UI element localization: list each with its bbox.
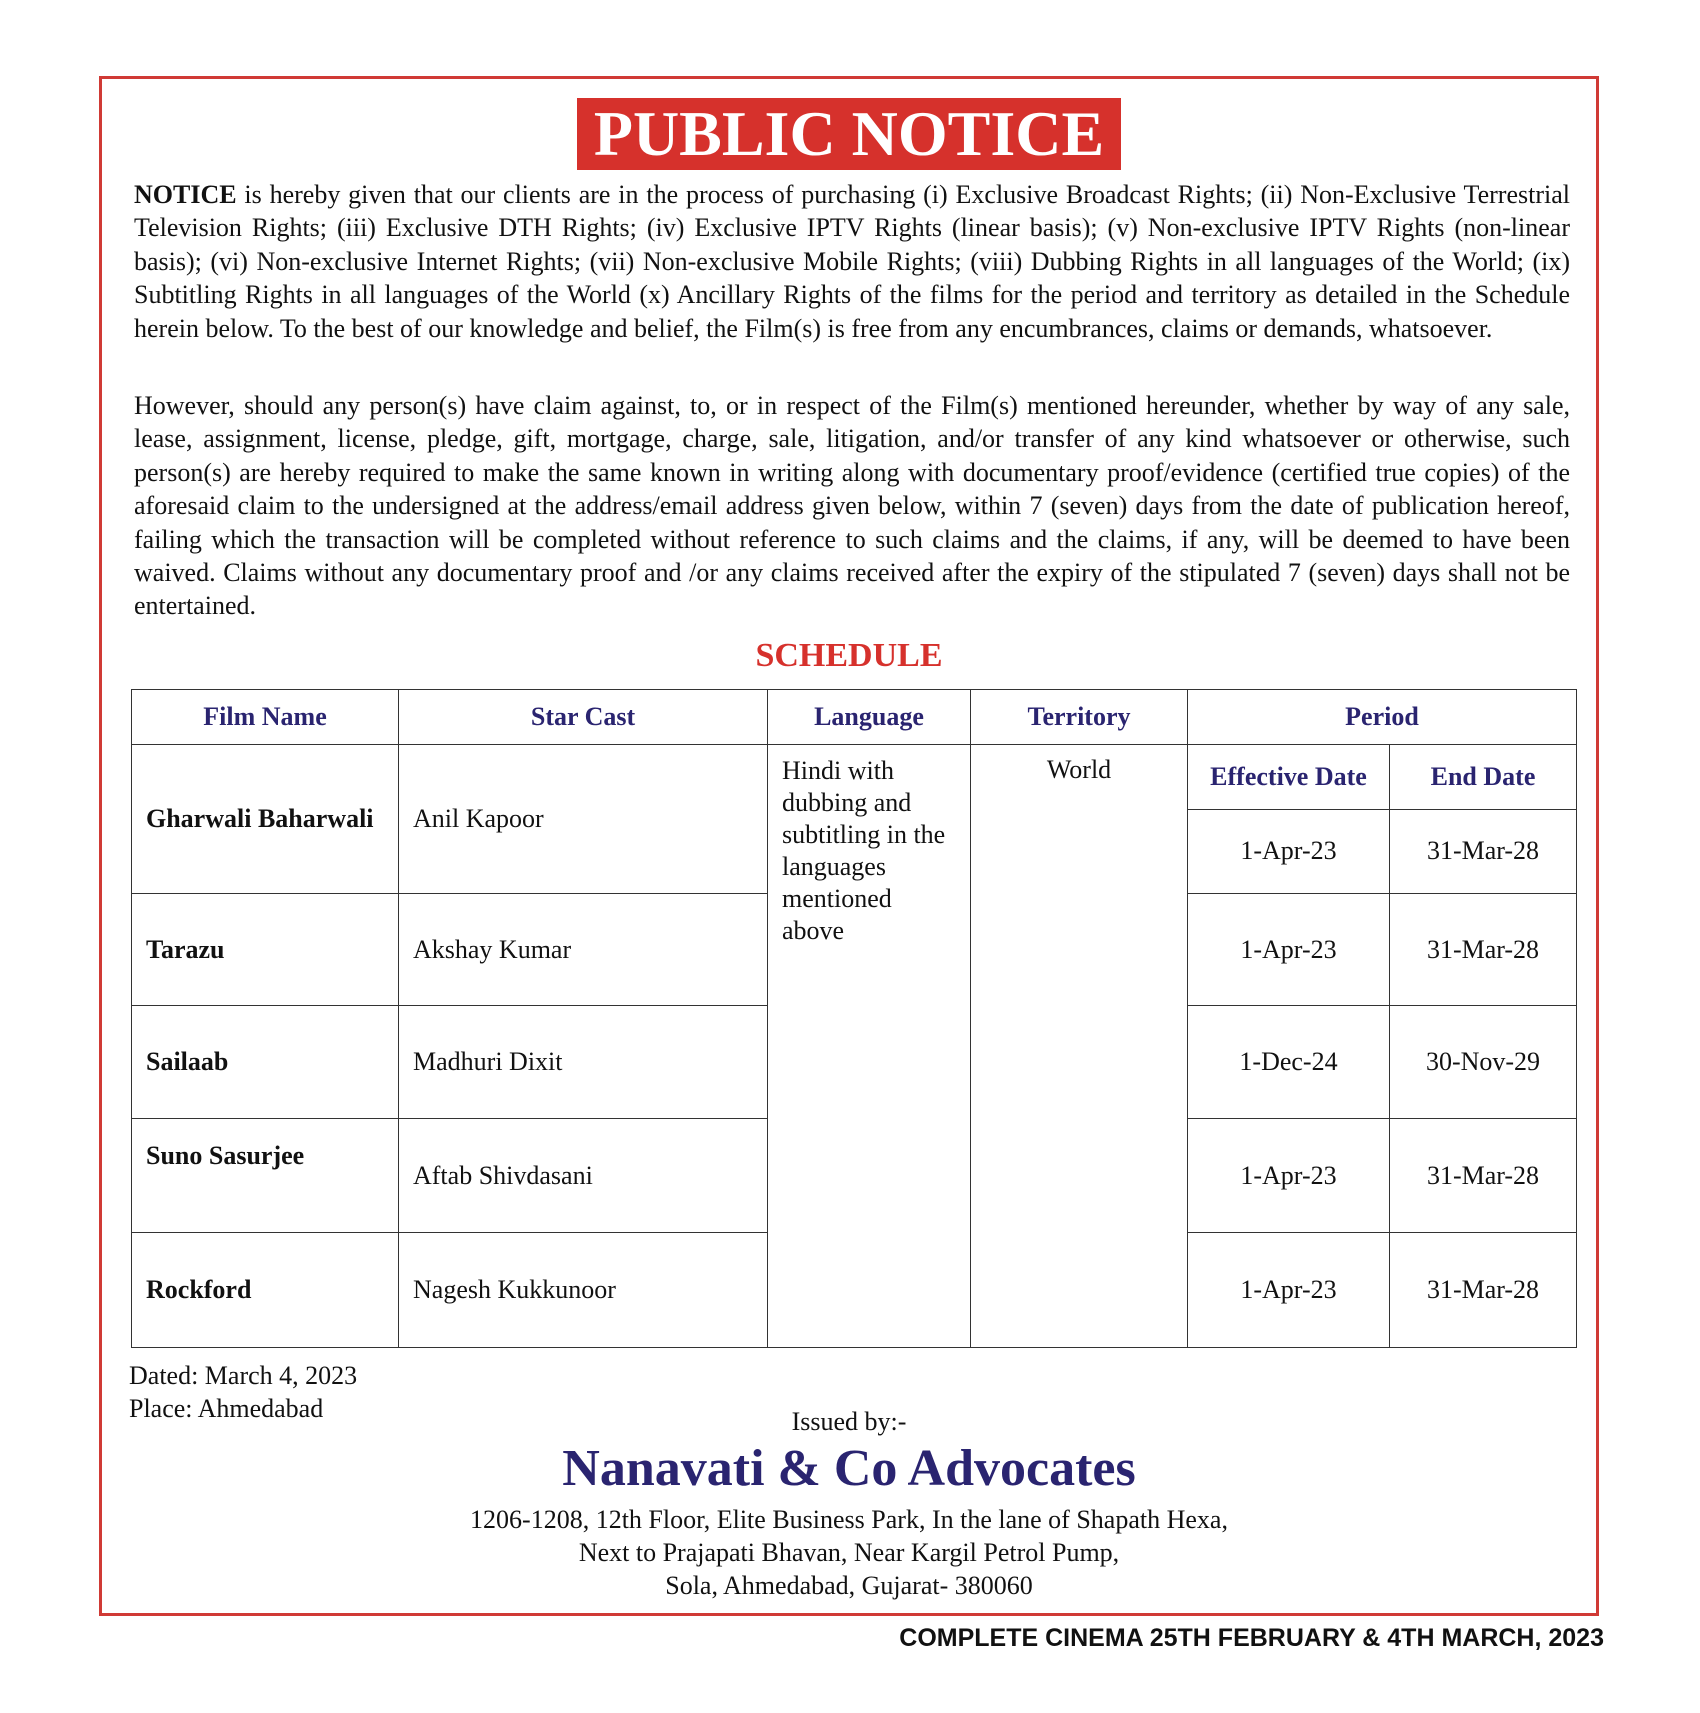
notice-paragraph-1-text: is hereby given that our clients are in the process of purchasing (i) Exclusive Broadcast Rights; (ii) Non-Exclusive Terrestrial Television Rights; (iii) Exclusive DTH Rights; (iv) Exclusive IPTV Rights (linear basis); (v) Non-exclusive IPTV Rights (non-linear basis); (vi) Non-exclusive Internet Rights; (vii) Non-exclusive Mobile Rights; (viii) Dubbing Rights in all languages of the World; (ix) Subtitling Rights in all languages of the World (x) Ancillary Rights of the films for the period and territory as detailed in the Schedule herein below. To the best of our knowledge and belief, the Film(s) is free from any encumbrances, claims or demands, whatsoever.: [134, 180, 1570, 343]
film-name-cell: [132, 745, 399, 894]
notice-lead: NOTICE: [134, 180, 237, 209]
star-cast-cell: Aftab Shivdasani: [399, 1118, 768, 1233]
end-date-cell: 30-Nov-29: [1390, 1006, 1577, 1119]
star-cast-cell: Madhuri Dixit: [399, 1006, 768, 1119]
film-name-cell: Tarazu: [132, 893, 399, 1006]
schedule-heading: SCHEDULE: [755, 637, 943, 674]
star-cast-cell: Anil Kapoor: [399, 745, 768, 894]
end-date-cell: 31-Mar-28: [1390, 1118, 1577, 1233]
end-date-cell: 31-Mar-28: [1390, 1233, 1577, 1348]
film-name: Gharwali Baharwali: [146, 804, 374, 834]
effective-date-cell: 1-Apr-23: [1188, 809, 1390, 893]
effective-date-cell: 1-Apr-23: [1188, 1233, 1390, 1348]
effective-date-cell: 1-Apr-23: [1188, 1118, 1390, 1233]
header-period: Period: [1188, 690, 1577, 745]
firm-name: Nanavati & Co Advocates: [562, 1440, 1136, 1497]
issued-by: Issued by:-: [791, 1407, 907, 1436]
address-line: 1206-1208, 12th Floor, Elite Business Park, In the lane of Shapath Hexa,: [470, 1505, 1228, 1534]
header-language: Language: [768, 690, 971, 745]
effective-date-cell: 1-Dec-24: [1188, 1006, 1390, 1119]
address-line: Sola, Ahmedabad, Gujarat- 380060: [665, 1571, 1033, 1600]
header-effective-date: Effective Date: [1188, 745, 1390, 809]
header-film-name: Film Name: [132, 690, 399, 745]
firm-address: [102, 1503, 1596, 1602]
star-cast-cell: Nagesh Kukkunoor: [399, 1233, 768, 1348]
header-end-date: End Date: [1390, 745, 1577, 809]
title-wrap: [102, 98, 1596, 170]
publication-footer: COMPLETE CINEMA 25TH FEBRUARY & 4TH MARCH, 2023: [899, 1624, 1604, 1652]
dated-line: Dated: March 4, 2023: [129, 1361, 358, 1390]
notice-paragraph-2: However, should any person(s) have claim against, to, or in respect of the Film(s) mentioned hereunder, whether by way of any sale, lease, assignment, license, pledge, gift, mortgage, charge, sale, litigation, and/or transfer of any kind whatsoever or otherwise, such person(s) are hereby required to make the same known in writing along with documentary proof/evidence (certified true copies) of the aforesaid claim to the undersigned at the address/email address given below, within 7 (seven) days from the date of publication hereof, failing which the transaction will be completed without reference to such claims and the claims, if any, will be deemed to have been waived. Claims without any documentary proof and /or any claims received after the expiry of the stipulated 7 (seven) days shall not be entertained.: [134, 391, 1570, 621]
territory-cell: World: [971, 745, 1188, 1348]
film-name-cell: Suno Sasurjee: [132, 1118, 399, 1233]
schedule-table: [131, 689, 1577, 1348]
notice-frame: [99, 76, 1599, 1616]
effective-date-cell: 1-Apr-23: [1188, 893, 1390, 1006]
language-cell: Hindi with dubbing and subtitling in the languages mentioned above: [768, 745, 971, 1348]
address-line: Next to Prajapati Bhavan, Near Kargil Petrol Pump,: [578, 1538, 1120, 1567]
film-name-cell: Rockford: [132, 1233, 399, 1348]
place-line: Place: Ahmedabad: [129, 1394, 324, 1423]
end-date-cell: 31-Mar-28: [1390, 893, 1577, 1006]
end-date-cell: 31-Mar-28: [1390, 809, 1577, 893]
header-star-cast: Star Cast: [399, 690, 768, 745]
star-cast-cell: Akshay Kumar: [399, 893, 768, 1006]
film-name-cell: Sailaab: [132, 1006, 399, 1119]
header-territory: Territory: [971, 690, 1188, 745]
notice-paragraph-1: [134, 178, 1570, 345]
page-title: PUBLIC NOTICE: [577, 98, 1121, 170]
